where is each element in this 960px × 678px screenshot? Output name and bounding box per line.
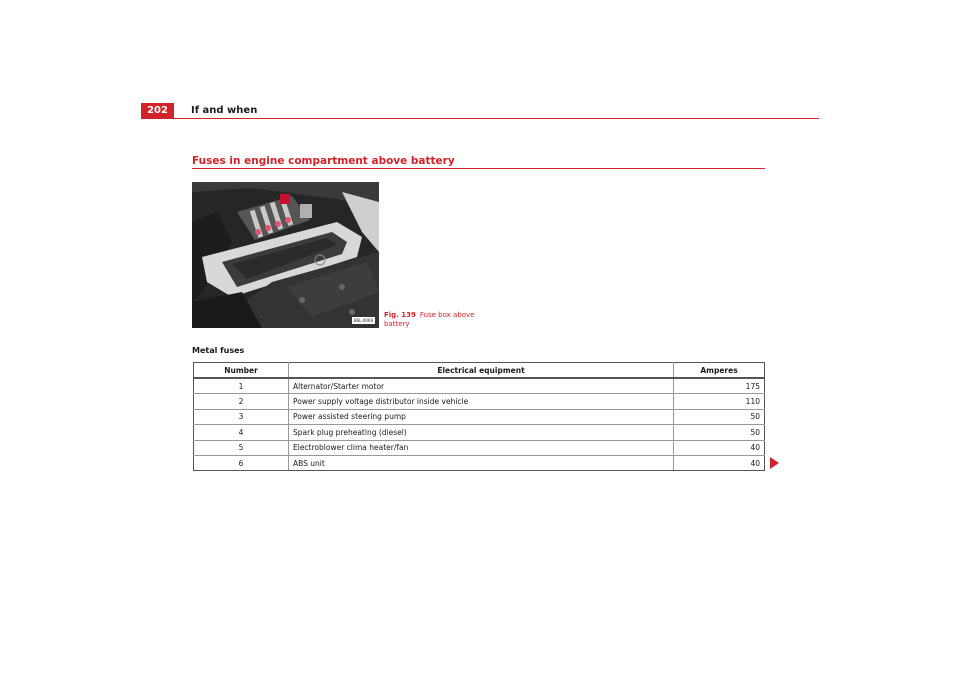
fuse-equipment: ABS unit [289,455,674,470]
column-header-amperes: Amperes [674,363,765,379]
section-divider [192,168,765,169]
fuse-amperes: 40 [674,455,765,470]
fuse-number: 4 [194,425,289,440]
table-header-row [194,363,765,379]
fuse-equipment: Electroblower clima heater/fan [289,440,674,455]
column-header-equipment: Electrical equipment [289,363,674,379]
fuse-amperes: 175 [674,378,765,394]
table-row [194,440,765,455]
fuse-box-illustration [192,182,379,328]
table-title: Metal fuses [192,346,245,355]
fuse-amperes: 50 [674,425,765,440]
fuse-equipment: Power assisted steering pump [289,409,674,424]
triangle-right-icon [770,457,779,469]
fuse-number: 1 [194,378,289,394]
page-number: 202 [141,103,174,119]
figure-code: B6L-0069 [353,318,373,323]
fuse-amperes: 50 [674,409,765,424]
header-divider [141,118,819,119]
fuse-number: 3 [194,409,289,424]
fuse-amperes: 40 [674,440,765,455]
fuse-equipment: Power supply voltage distributor inside vehicle [289,394,674,409]
figure-caption [384,311,484,329]
fuse-box-figure [192,182,379,328]
fuse-equipment: Spark plug preheating (diesel) [289,425,674,440]
table-row [194,378,765,394]
table-row [194,409,765,424]
fuse-number: 5 [194,440,289,455]
fuse-amperes: 110 [674,394,765,409]
fuse-number: 6 [194,455,289,470]
section-title: Fuses in engine compartment above battery [192,155,455,167]
figure-caption-text: Fuse box above battery [384,311,475,328]
column-header-number: Number [194,363,289,379]
table-row [194,455,765,470]
page-header-title: If and when [191,105,258,116]
fuse-equipment: Alternator/Starter motor [289,378,674,394]
metal-fuses-table [193,362,765,471]
figure-caption-label: Fig. 139 [384,311,416,319]
table-row [194,425,765,440]
table-row [194,394,765,409]
fuse-number: 2 [194,394,289,409]
